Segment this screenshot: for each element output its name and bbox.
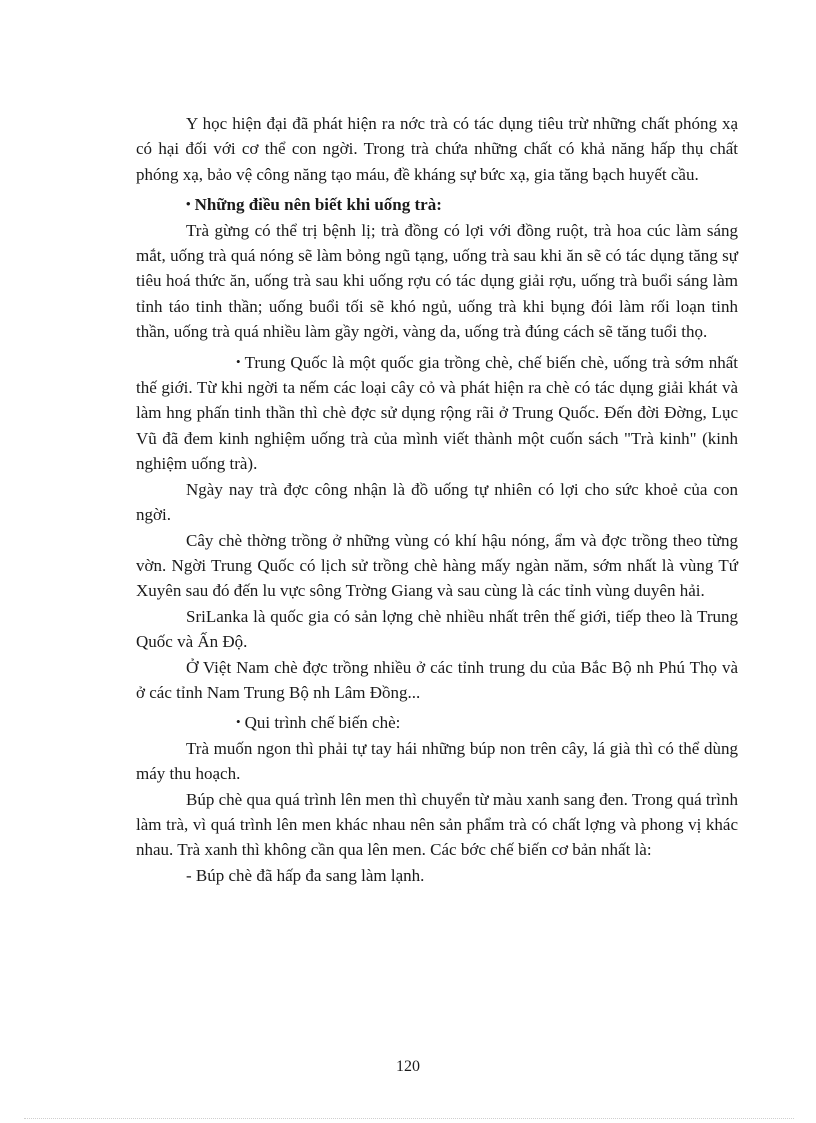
paragraph-process-heading [136, 709, 738, 735]
paragraph-step-one: - Búp chè đã hấp đa sang làm lạnh. [186, 865, 425, 885]
page-body [136, 111, 738, 888]
paragraph-china-history [136, 349, 738, 477]
page-number: 120 [396, 1058, 420, 1075]
heading-text: Những điều nên biết khi uống trà: [194, 195, 442, 215]
bullet-icon: • [236, 353, 241, 369]
bullet-icon: • [186, 196, 191, 212]
paragraph-fermentation: Búp chè qua quá trình lên men thì chuyển từ màu xanh sang đen. Trong quá trình làm trà, vì quá trình lên men khác nhau nên sản phẩm trà có chất lợng và phong vị khác nhau. Trà xanh thì không cần qua lên men. Các bớc chế biến cơ bản nhất là: [136, 789, 738, 860]
paragraph-text: Qui trình chế biến chè: [244, 713, 401, 733]
footer-divider [24, 1118, 794, 1119]
paragraph-radiation: Y học hiện đại đã phát hiện ra nớc trà có tác dụng tiêu trừ những chất phóng xạ có hại đối với cơ thể con ngời. Trong trà chứa những chất có khả năng hấp thụ chất phóng xạ, bảo vệ công năng tạo máu, đề kháng sự bức xạ, gia tăng bạch huyết cầu. [136, 114, 738, 184]
bullet-icon: • [236, 714, 241, 730]
paragraph-vietnam: Ở Việt Nam chè đợc trồng nhiều ở các tỉnh trung du của Bắc Bộ nh Phú Thọ và ở các tỉnh Nam Trung Bộ nh Lâm Đồng... [136, 657, 738, 702]
paragraph-text: Trung Quốc là một quốc gia trồng chè, chế biến chè, uống trà sớm nhất thế giới. Từ khi ngời ta nếm các loại cây cỏ và phát hiện ra chè có tác dụng giải khát và làm hng phấn tinh thần thì chè đợc sử dụng rộng rãi ở Trung Quốc. Đến đời Đờng, Lục Vũ đã đem kinh nghiệm uống trà của mình viết thành một cuốn sách "Trà kinh" (kinh nghiệm uống trà). [136, 352, 738, 474]
paragraph-srilanka: SriLanka là quốc gia có sản lợng chè nhiều nhất trên thế giới, tiếp theo là Trung Quốc và Ấn Độ. [136, 606, 738, 652]
heading-tea-tips [136, 191, 738, 217]
paragraph-today: Ngày nay trà đợc công nhận là đồ uống tự nhiên có lợi cho sức khoẻ của con ngời. [136, 479, 738, 525]
paragraph-harvest: Trà muốn ngon thì phải tự tay hái những búp non trên cây, lá già thì có thể dùng máy thu hoạch. [136, 738, 738, 784]
paragraph-cultivation: Cây chè thờng trồng ở những vùng có khí hậu nóng, ẩm và đợc trồng theo từng vờn. Ngời Trung Quốc có lịch sử trồng chè hàng mấy ngàn năm, sớm nhất là vùng Tứ Xuyên sau đó đến lu vực sông Trờng Giang và sau cùng là các tỉnh vùng duyên hải. [136, 530, 738, 601]
paragraph-tea-types: Trà gừng có thể trị bệnh lị; trà đồng có lợi với đồng ruột, trà hoa cúc làm sáng mắt, uống trà quá nóng sẽ làm bỏng ngũ tạng, uống trà sau khi ăn sẽ có tác dụng tăng sự tiêu hoá thức ăn, uống trà sau khi uống rợu có tác dụng giải rợu, uống trà buổi sáng làm tỉnh táo tinh thần; uống buổi tối sẽ khó ngủ, uống trà khi bụng đói làm rối loạn tinh thần, uống trà quá nhiều làm gầy ngời, vàng da, uống trà đúng cách sẽ tăng tuổi thọ. [136, 220, 738, 342]
